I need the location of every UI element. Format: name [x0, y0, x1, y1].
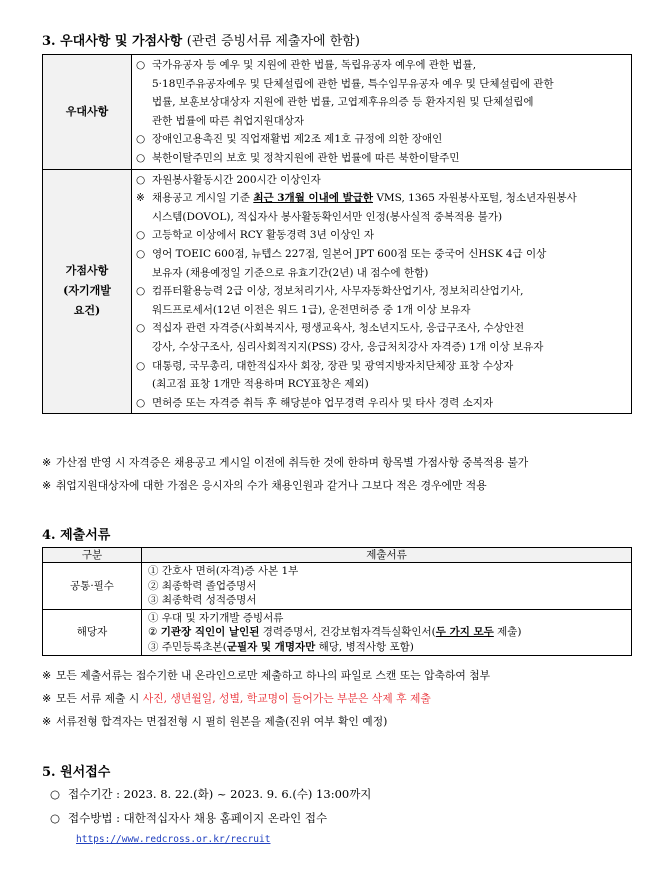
bonus-item: ○ 영어 TOEIC 600점, 뉴텝스 227점, 일본어 JPT 600점 또는 중국어 신HSK 4급 이상 [136, 247, 547, 260]
section4-note: ※ 서류전형 합격자는 면접전형 시 필히 원본을 제출(진위 여부 확인 예정) [42, 715, 388, 728]
section3-subtitle: (관련 증빙서류 제출자에 한함) [186, 34, 360, 49]
preference-bonus-table [42, 54, 632, 414]
category-applicable: 해당자 [43, 609, 142, 656]
col-documents: 제출서류 [142, 548, 632, 563]
section3-title: 3. 우대사항 및 가점사항 (관련 증빙서류 제출자에 한함) [42, 34, 360, 49]
application-method: ○ 접수방법 : 대한적십자사 채용 홈페이지 온라인 접수 [50, 811, 328, 825]
section3-note: ※ 가산점 반영 시 자격증은 채용공고 게시일 이전에 취득한 것에 한하며 항목별 가점사항 중복적용 불가 [42, 456, 529, 469]
documents-row-applicable [43, 609, 632, 656]
preference-row: 우대사항 ○ 국가유공자 등 예우 및 지원에 관한 법률, 독립유공자 예우에 관한 법률, 5·18민주유공자예우 및 단체설립에 관한 법률, 특수임무유공자 예우 및 단체설립에 관한 법률, 보훈보상대상자 지원에 관한 법률, 고엽제후유의증 등 환자지원 및 단체설립에 관한 법률에 따른 취업지원대상자 ○ 장애인고용촉진 및 직업재활법 제2조 제1호 규정에 의한 장애인 ○ 북한이탈주민의 보호 및 정착지원에 관한 법률에 따른 북한이탈주민 [43, 55, 632, 170]
document-item: ② 최종학력 졸업증명서 [148, 579, 257, 592]
bonus-item: ○ 대통령, 국무총리, 대한적십자사 회장, 장관 및 광역지방자치단체장 표창 수상자 [136, 359, 514, 372]
recruit-link[interactable]: https://www.redcross.or.kr/recruit [76, 834, 271, 845]
document-item: ③ 최종학력 성적증명서 [148, 594, 257, 606]
bonus-item: ○ 고등학교 이상에서 RCY 활동경력 3년 이상인 자 [136, 229, 375, 242]
preference-item: ○ 북한이탈주민의 보호 및 정착지원에 관한 법률에 따른 북한이탈주민 [136, 151, 460, 164]
preference-item: ○ 국가유공자 등 예우 및 지원에 관한 법률, 독립유공자 예우에 관한 법률, [136, 59, 477, 71]
section4-title: 4. 제출서류 [42, 528, 111, 543]
bonus-item: ○ 면허증 또는 자격증 취득 후 해당분야 업무경력 우리사 및 타사 경력 소지자 [136, 396, 494, 409]
documents-row-common [43, 563, 632, 610]
document-item: ① 우대 및 자기개발 증빙서류 [148, 611, 284, 624]
col-category: 구분 [43, 548, 142, 563]
category-common: 공통·필수 [43, 563, 142, 610]
preference-header: 우대사항 [43, 55, 132, 170]
documents-header-row [43, 548, 632, 563]
section5-title: 5. 원서접수 [42, 765, 111, 780]
bonus-note: ※ 채용공고 게시일 기준 최근 3개월 이내에 발급한 VMS, 1365 자원봉사포털, 청소년자원봉사 [136, 192, 577, 205]
application-period: ○ 접수기간 : 2023. 8. 22.(화) ~ 2023. 9. 6.(수) 13:00까지 [50, 787, 372, 801]
preference-item: ○ 장애인고용촉진 및 직업재활법 제2조 제1호 규정에 의한 장애인 [136, 133, 443, 146]
bonus-row: 가점사항 (자기개발 요건) ○ 자원봉사활동시간 200시간 이상인자 ※ 채용공고 게시일 기준 최근 3개월 이내에 발급한 VMS, 1365 자원봉사포털, 청소년자원봉사 시스템(DOVOL), 적십자사 봉사활동확인서만 인정(봉사실적 중복적용 불가) ○ 고등학교 이상에서 RCY 활동경력 3년 이상인 자 ○ 영어 TOEIC 600점, 뉴텝스 227점, 일본어 JPT 600점 또는 중국어 신HSK 4급 이상 보유자 (채용예정일 기준으로 유효기간(2년) 내 점수에 한함) ○ 컴퓨터활용능력 2급 이상, 정보처리기사, 사무자동화산업기사, 정보처리산업기사, 워드프로세서(12년 이전은 워드 1급), 운전면허증 중 1개 이상 보유자 ○ 적십자 관련 자격증(사회복지사, 평생교육사, 청소년지도사, 응급구조사, 수상안전 강사, 수상구조사, 심리사회적지지(PSS) 강사, 응급처치강사 자격증) 1개 이상 보유자 ○ 대통령, 국무총리, 대한적십자사 회장, 장관 및 광역지방자치단체장 표창 수상자 (최고점 표창 1개만 적용하며 RCY표창은 제외) ○ 면허증 또는 자격증 취득 후 해당분야 업무경력 우리사 및 타사 경력 소지자 [43, 169, 632, 414]
document-item: ① 간호사 면허(자격)증 사본 1부 [148, 565, 299, 577]
documents-table [42, 547, 632, 656]
document-item: ② 기관장 직인이 날인된 경력증명서, 건강보험자격득실확인서(두 가지 모두 제출) [148, 626, 522, 638]
section3-note: ※ 취업지원대상자에 대한 가점은 응시자의 수가 채용인원과 같거나 그보다 적은 경우에만 적용 [42, 479, 487, 492]
section4-note: ※ 모든 제출서류는 접수기한 내 온라인으로만 제출하고 하나의 파일로 스캔 또는 압축하여 첨부 [42, 669, 491, 682]
document-item: ③ 주민등록초본(군필자 및 개명자만 해당, 병적사항 포함) [148, 640, 414, 653]
bonus-item: ○ 적십자 관련 자격증(사회복지사, 평생교육사, 청소년지도사, 응급구조사, 수상안전 [136, 322, 525, 335]
bonus-header: 가점사항 (자기개발 요건) [43, 169, 132, 414]
section4-note: ※ 모든 서류 제출 시 사진, 생년월일, 성별, 학교명이 들어가는 부분은 삭제 후 제출 [42, 692, 431, 705]
bonus-item: ○ 자원봉사활동시간 200시간 이상인자 [136, 173, 321, 186]
bonus-item: ○ 컴퓨터활용능력 2급 이상, 정보처리기사, 사무자동화산업기사, 정보처리산업기사, [136, 285, 524, 298]
